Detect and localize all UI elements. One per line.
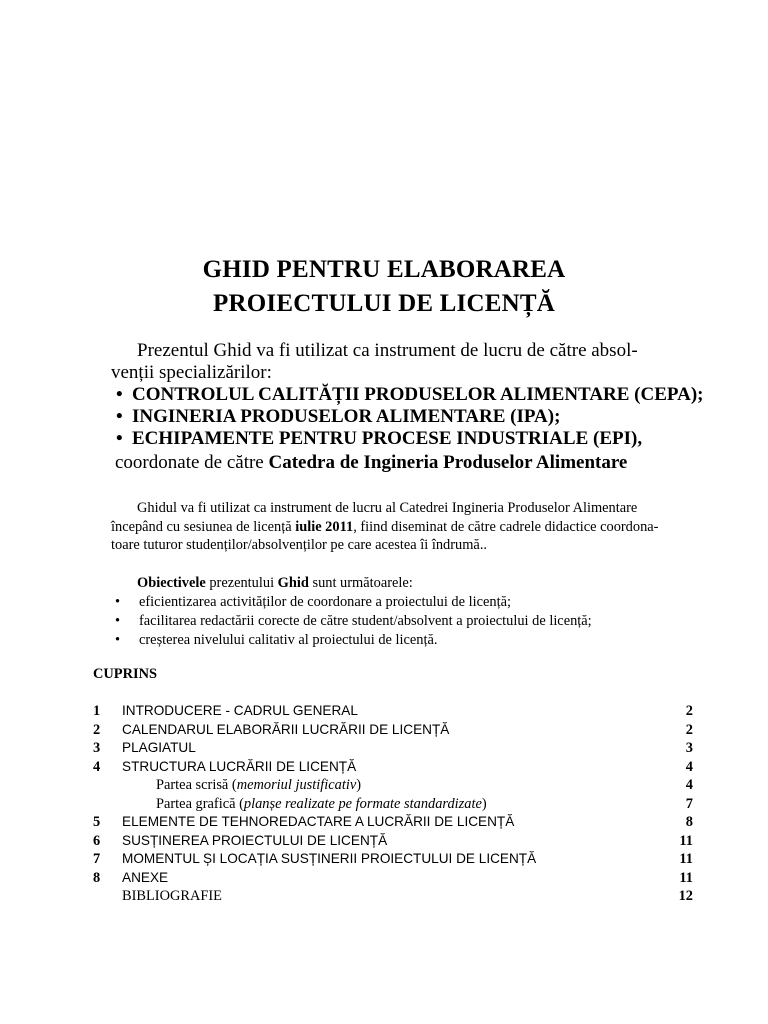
table-of-contents xyxy=(93,702,693,906)
objective-item xyxy=(111,612,683,631)
toc-number: 8 xyxy=(93,869,101,886)
toc-number: 6 xyxy=(93,832,101,849)
toc-row[interactable] xyxy=(93,739,693,758)
bullet-icon: • xyxy=(115,613,121,629)
toc-row[interactable] xyxy=(93,813,693,832)
toc-page: 7 xyxy=(685,795,693,812)
toc-sub-text: ) xyxy=(481,795,487,812)
toc-number: 7 xyxy=(93,851,101,867)
toc-page: 4 xyxy=(685,758,693,775)
toc-label: ANEXE xyxy=(122,869,169,885)
toc-sub-text: Partea scrisă ( xyxy=(156,777,237,793)
objectives-heading xyxy=(111,574,683,593)
department-name: Catedra de Ingineria Produselor Alimentare xyxy=(268,452,628,473)
toc-label: MOMENTUL ȘI LOCAȚIA SUSȚINERII PROIECTULUI DE LICENȚĂ xyxy=(122,851,537,866)
toc-number: 1 xyxy=(93,703,101,719)
toc-number: 3 xyxy=(93,740,101,756)
toc-page: 11 xyxy=(679,869,693,886)
objectives-bold: Obiectivele xyxy=(137,575,206,591)
intro-section xyxy=(111,340,704,474)
specialization-item xyxy=(111,406,691,428)
toc-subrow[interactable] xyxy=(93,795,693,814)
toc-page: 2 xyxy=(685,721,693,738)
paragraph-line-1: Ghidul va fi utilizat ca instrument de lucru al Catedrei Ingineria Produselor Alimentare xyxy=(137,500,638,516)
toc-page: 4 xyxy=(685,777,693,793)
toc-number: 2 xyxy=(93,721,101,738)
toc-page: 11 xyxy=(679,832,693,849)
objective-label: eficientizarea activităților de coordonare a proiectului de licență; xyxy=(139,594,511,610)
bullet-icon: • xyxy=(115,632,121,648)
intro-line-1: Prezentul Ghid va fi utilizat ca instrument de lucru de către absol- xyxy=(137,340,638,361)
guide-bold: Ghid xyxy=(277,575,309,591)
guide-paragraph xyxy=(111,499,683,555)
toc-heading: CUPRINS xyxy=(93,666,157,682)
toc-sub-label xyxy=(156,776,361,795)
paragraph-line-3: toare tuturor studenților/absolvenților pe care acestea îi îndrumă.. xyxy=(111,537,488,553)
specialization-label: CONTROLUL CALITĂȚII PRODUSELOR ALIMENTARE (CEPA); xyxy=(132,384,704,405)
toc-row[interactable] xyxy=(93,702,693,721)
toc-row[interactable] xyxy=(93,721,693,740)
toc-label: STRUCTURA LUCRĂRII DE LICENȚĂ xyxy=(122,758,357,774)
objective-label: facilitarea redactării corecte de către student/absolvent a proiectului de licență; xyxy=(139,613,592,629)
specialization-label: INGINERIA PRODUSELOR ALIMENTARE (IPA); xyxy=(132,406,561,427)
toc-page: 12 xyxy=(678,888,693,904)
toc-subrow[interactable] xyxy=(93,776,693,795)
toc-label: INTRODUCERE - CADRUL GENERAL xyxy=(122,703,358,718)
toc-row[interactable] xyxy=(93,832,693,851)
toc-row[interactable] xyxy=(93,758,693,777)
toc-label: ELEMENTE DE TEHNOREDACTARE A LUCRĂRII DE LICENȚĂ xyxy=(122,814,515,829)
toc-sub-italic: planșe realizate pe formate standardizate xyxy=(243,795,482,812)
toc-row[interactable] xyxy=(93,869,693,888)
toc-page: 8 xyxy=(685,814,693,830)
toc-number: 5 xyxy=(93,814,101,830)
toc-page: 2 xyxy=(685,703,693,719)
intro-line-2: venții specializărilor: xyxy=(111,362,272,383)
objective-label: creșterea nivelului calitativ al proiectului de licență. xyxy=(139,632,438,648)
toc-label: CALENDARUL ELABORĂRII LUCRĂRII DE LICENȚĂ xyxy=(122,721,450,737)
objectives-text: prezentului xyxy=(205,575,278,591)
bullet-icon: • xyxy=(116,384,123,405)
objectives-text: sunt următoarele: xyxy=(308,575,413,591)
toc-sub-label xyxy=(156,795,487,814)
toc-sub-italic: memoriul justificativ xyxy=(236,777,357,793)
toc-page: 3 xyxy=(685,740,693,756)
coordination-line xyxy=(111,452,691,474)
toc-number: 4 xyxy=(93,758,101,775)
toc-label: BIBLIOGRAFIE xyxy=(122,888,222,904)
objectives-section xyxy=(111,574,683,650)
paragraph-line-2 xyxy=(111,518,683,537)
paragraph-text: începând cu sesiunea de licență xyxy=(111,518,296,535)
bullet-icon: • xyxy=(116,428,123,449)
paragraph-text: , fiind diseminat de către cadrele didactice coordona- xyxy=(353,518,659,535)
document-title-line-2: PROIECTULUI DE LICENȚĂ xyxy=(213,290,555,317)
toc-label: PLAGIATUL xyxy=(122,740,196,755)
coordination-prefix: coordonate de către xyxy=(115,452,269,473)
toc-sub-text: Partea grafică ( xyxy=(156,795,244,812)
specialization-label: ECHIPAMENTE PENTRU PROCESE INDUSTRIALE (EPI), xyxy=(132,428,643,449)
bullet-icon: • xyxy=(116,406,123,427)
toc-page: 11 xyxy=(679,851,693,867)
toc-sub-text: ) xyxy=(356,777,362,793)
toc-row[interactable] xyxy=(93,850,693,869)
bullet-icon: • xyxy=(115,594,121,610)
specialization-item xyxy=(111,428,691,450)
document-title-line-1: GHID PENTRU ELABORAREA xyxy=(202,256,566,283)
session-date: iulie 2011 xyxy=(295,518,354,535)
objective-item xyxy=(111,631,683,650)
toc-label: SUSȚINEREA PROIECTULUI DE LICENȚĂ xyxy=(122,832,388,848)
specialization-item xyxy=(111,384,704,406)
objective-item xyxy=(111,593,683,612)
toc-row[interactable] xyxy=(93,887,693,906)
